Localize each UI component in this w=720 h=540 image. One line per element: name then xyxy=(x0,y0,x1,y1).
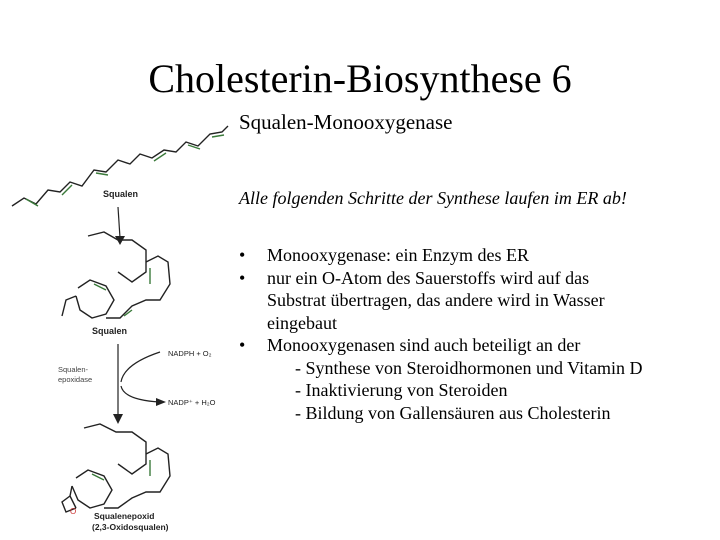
bullet-marker: • xyxy=(239,267,246,288)
bullet-item xyxy=(239,334,699,424)
squalene-epoxide xyxy=(62,424,170,512)
label-product-line1: Squalenepoxid xyxy=(94,511,155,521)
enzyme-label-line2: epoxidase xyxy=(58,375,93,384)
slide-subtitle: Squalen-Monooxygenase xyxy=(239,110,453,134)
label-product-line2: (2,3-Oxidosqualen) xyxy=(92,522,169,532)
bullet-text: Monooxygenasen sind auch beteiligt an der xyxy=(267,335,581,355)
sub-item: - Bildung von Gallensäuren aus Cholesterin xyxy=(295,402,611,423)
bullet-marker: • xyxy=(239,245,246,265)
sub-item: - Synthese von Steroidhormonen und Vitamin D xyxy=(295,357,643,378)
squalene-reaction-figure xyxy=(0,118,232,540)
bullet-list xyxy=(239,244,699,424)
bullet-text: Monooxygenase: ein Enzym des ER xyxy=(267,245,529,265)
slide-title: Cholesterin-Biosynthese 6 xyxy=(148,56,572,101)
er-note: Alle folgenden Schritte der Synthese laufen im ER ab! xyxy=(239,188,627,208)
cofactor-in: NADPH + O₂ xyxy=(168,349,212,358)
bullet-text-line: Substrat übertragen, das andere wird in Wasser xyxy=(267,290,605,310)
sub-item: - Inaktivierung von Steroiden xyxy=(295,380,508,400)
bullet-item xyxy=(239,244,699,267)
cofactor-out: NADP⁺ + H₂O xyxy=(168,398,216,407)
bullet-marker: • xyxy=(239,335,246,355)
enzyme-label-line1: Squalen- xyxy=(58,365,89,374)
label-squalen-mid: Squalen xyxy=(92,326,128,336)
bullet-item xyxy=(239,267,699,335)
folded-squalene xyxy=(62,232,170,318)
bullet-text-line: nur ein O-Atom des Sauerstoffs wird auf das xyxy=(267,267,590,288)
label-squalen-top: Squalen xyxy=(103,189,139,199)
oxygen-atom: O xyxy=(70,507,77,516)
bullet-text-line: eingebaut xyxy=(267,312,337,333)
